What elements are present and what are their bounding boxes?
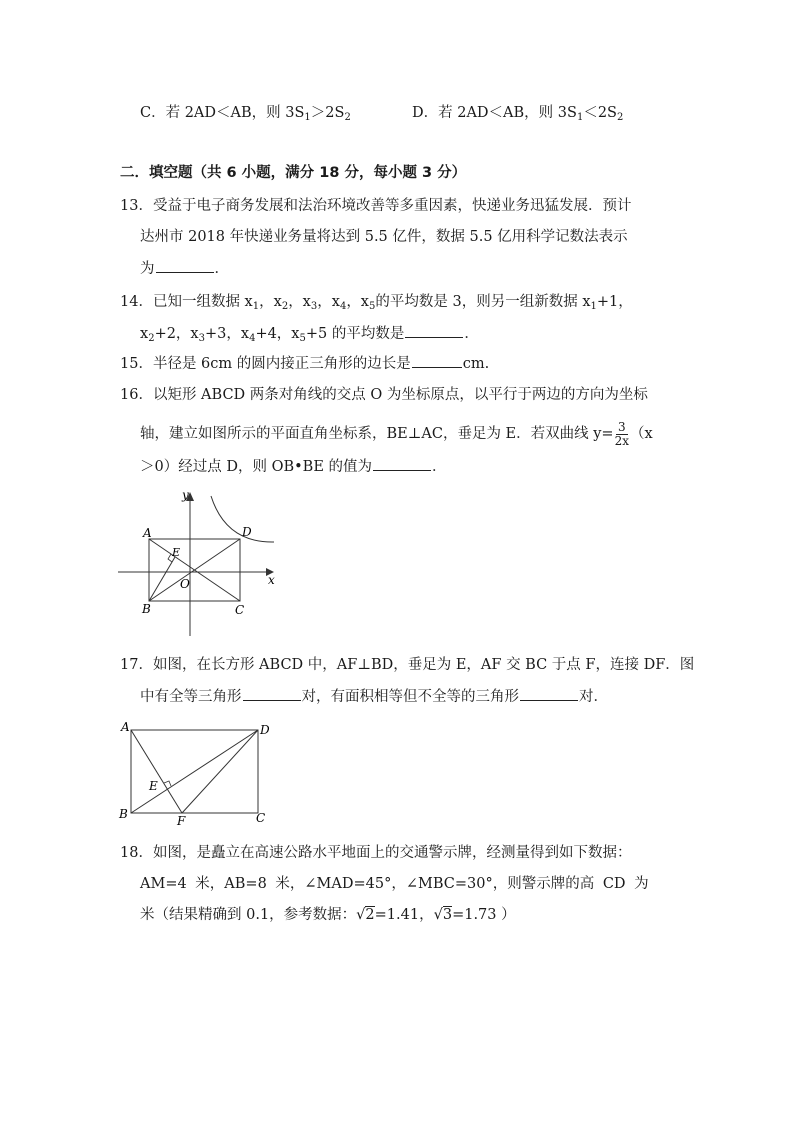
label-o: O [180,577,190,591]
q16-end: ． [432,459,447,475]
label-d: D [260,723,270,737]
label-a: A [121,720,130,734]
q14-t5: ，x [346,294,369,310]
q14-s1: 1 [252,301,260,312]
q13-line1: 13．受益于电子商务发展和法治环境改善等多重因素，快递业务迅猛发展．预计 [120,198,632,214]
q14-u4: +4，x [255,326,300,342]
q15-line [120,353,489,374]
label-f: F [177,814,186,826]
q13-line3-end: ． [214,261,229,277]
q14-t7: +1， [596,294,633,310]
q17-text3: 对． [579,689,608,705]
option-d-mid: ＜2S [583,105,617,121]
q18-line1: 18．如图，是矗立在高速公路水平地面上的交通警示牌，经测量得到如下数据： [120,845,632,861]
sqrt-2-radicand: 2 [365,907,375,923]
segment-be [149,557,175,601]
q14-u5: +5 的平均数是 [305,326,405,342]
q17-answer-blank2[interactable] [520,686,578,701]
label-y: y [182,488,189,502]
section-title: 二．填空题（共 6 小题，满分 18 分，每小题 3 分） [120,165,467,181]
q13-line3 [140,258,229,279]
q18-line3 [140,905,516,925]
q14-u1: x [140,326,149,342]
q16-line3 [140,456,447,477]
q17-figure [116,718,276,826]
option-c-mid: ＞2S [310,105,345,121]
q14-u2: +2，x [154,326,199,342]
label-a: A [143,526,152,540]
q14-line2 [140,323,479,349]
q14-s3: 3 [310,301,318,312]
diagonal-bd [131,730,258,813]
q15-unit: cm. [462,356,490,372]
q14-answer-blank[interactable] [405,323,463,338]
q17-line1: 17．如图，在长方形 ABCD 中，AF⊥BD，垂足为 E，AF 交 BC 于点 F，连接 DF．图 [120,657,695,673]
label-d: D [242,525,252,539]
option-d-sub2: 2 [617,112,624,123]
q14-t2: ，x [259,294,282,310]
q14-u3: +3，x [205,326,250,342]
q17-text1: 中有全等三角形 [140,689,242,705]
q14-v1: 2 [148,333,155,344]
segment-df [182,730,258,813]
q16-frac-den: 2x [614,433,629,448]
q13-line2: 达州市 2018 年快递业务量将达到 5.5 亿件，数据 5.5 亿用科学记数法表示 [140,229,628,245]
label-b: B [142,602,151,616]
option-d-sub1: 1 [576,112,584,123]
q16-line2 [140,420,653,448]
q16-answer-blank[interactable] [373,456,431,471]
q14-t1: 14．已知一组数据 x [120,294,253,310]
label-e: E [149,779,158,793]
q14-v3: 4 [249,333,256,344]
q17-line2 [140,686,608,707]
label-x: x [268,573,275,587]
option-c [140,103,351,128]
label-b: B [119,807,128,821]
q14-v4: 5 [299,333,306,344]
q18-line2: AM=4 米，AB=8 米，∠MAD=45°，∠MBC=30°，则警示牌的高 CD 为 [140,876,649,892]
q14-s5: 5 [369,301,376,312]
option-c-text: C．若 2AD＜AB，则 3S [140,105,305,121]
option-c-sub1: 1 [304,112,311,123]
sqrt-2: √2 [356,907,375,923]
q13-line3-text: 为 [140,261,155,277]
q16-fraction [615,421,629,448]
q18-text2: =1.41， [374,907,434,923]
option-d-text: D．若 2AD＜AB，则 3S [412,105,577,121]
segment-af [131,730,182,813]
q16-text: 轴，建立如图所示的平面直角坐标系，BE⊥AC，垂足为 E．若双曲线 y= [140,426,614,442]
q14-u6: ． [464,326,479,342]
q14-line1 [120,292,633,317]
label-c: C [256,811,266,825]
q13-answer-blank[interactable] [156,258,214,273]
q16-text2: （x [630,426,653,442]
option-c-sub2: 2 [344,112,351,123]
q14-v2: 3 [198,333,205,344]
q18-text3: =1.73 ） [452,907,516,923]
q17-text2: 对，有面积相等但不全等的三角形 [301,689,519,705]
sqrt-3: √3 [433,907,453,923]
q15-text: 15．半径是 6cm 的圆内接正三角形的边长是 [120,356,411,372]
q16-text3: ＞0）经过点 D，则 OB•BE 的值为 [140,459,373,475]
q16-frac-num: 3 [617,419,626,434]
q17-answer-blank1[interactable] [243,686,301,701]
q14-t3: ，x [288,294,311,310]
q16-figure [116,488,281,638]
q18-text1: 米（结果精确到 0.1，参考数据： [140,907,357,923]
q15-answer-blank[interactable] [412,353,462,368]
sqrt-3-radicand: 3 [442,907,453,923]
q14-t6: 的平均数是 3，则另一组新数据 x [375,294,591,310]
q14-s2: 2 [281,301,289,312]
q14-s4: 4 [339,301,347,312]
q14-t4: ，x [317,294,340,310]
q16-line1: 16．以矩形 ABCD 两条对角线的交点 O 为坐标原点，以平行于两边的方向为坐标 [120,387,648,403]
label-c: C [235,603,245,617]
q14-s6: 1 [590,301,597,312]
label-e: E [172,546,181,559]
option-d [412,103,623,128]
